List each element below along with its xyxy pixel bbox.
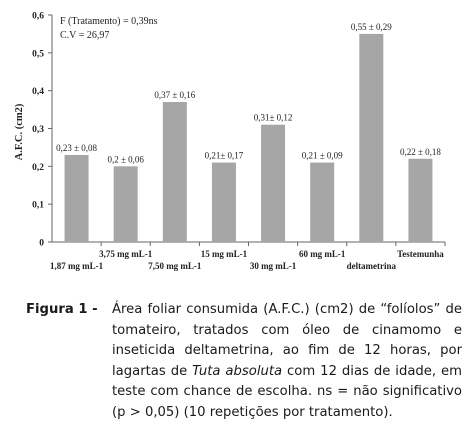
x-tick-label: Testemunha [397, 249, 444, 259]
y-tick-label: 0,2 [32, 162, 44, 173]
caption-text-part-2: com 12 dias de idade, em teste com chance de escolha. ns = não significativo (p > 0,05) (10 repetições por tratamento). [112, 363, 462, 420]
figure-caption [26, 300, 462, 424]
caption-species-name: Tuta absoluta [192, 363, 283, 379]
data-label: 0,21± 0,17 [204, 150, 244, 161]
x-tick-label: 7,50 mg mL-1 [148, 261, 202, 271]
data-label: 0,23 ± 0,08 [56, 142, 98, 153]
x-tick-labels [50, 242, 445, 271]
bars [65, 34, 433, 242]
y-tick-label: 0,3 [32, 125, 44, 135]
data-label: 0,21 ± 0,09 [301, 150, 343, 161]
y-axis-label: A.F.C. (cm2) [14, 103, 25, 161]
x-tick-label: 3,75 mg mL-1 [99, 249, 153, 259]
bar [310, 163, 334, 242]
x-tick-label: deltametrina [346, 261, 397, 271]
x-tick-label: 60 mg mL-1 [298, 249, 346, 259]
caption-text-part-1: Área foliar consumida (A.F.C.) (cm2) de “folíolos” de tomateiro, tratados com óleo de cinamomo e inseticida deltametrina, ao fim de 12 horas, por lagartas de [112, 302, 462, 379]
data-label: 0,31± 0,12 [253, 112, 293, 123]
cv-annotation: C.V = 26,97 [60, 30, 110, 41]
caption-label: Figura 1 - [26, 302, 98, 317]
x-tick-label: 30 mg mL-1 [249, 261, 297, 271]
anova-f-annotation: F (Tratamento) = 0,39ns [60, 16, 158, 27]
x-tick-label: 1,87 mg mL-1 [49, 261, 104, 271]
bar [359, 34, 383, 242]
data-label: 0,55 ± 0,29 [350, 21, 392, 32]
bar [212, 163, 236, 242]
bar [163, 102, 187, 242]
y-tick-label: 0 [39, 238, 44, 249]
y-tick-label: 0,5 [32, 49, 44, 60]
bar [114, 166, 138, 242]
y-tick-label: 0,4 [32, 87, 44, 98]
bar [65, 155, 89, 242]
y-tick-label: 0,1 [32, 200, 44, 211]
data-label: 0,2 ± 0,06 [107, 154, 144, 165]
bar [261, 125, 285, 242]
bar [408, 159, 432, 242]
data-label: 0,22 ± 0,18 [399, 146, 441, 157]
x-tick-label: 15 mg mL-1 [200, 249, 248, 259]
data-labels [56, 22, 441, 164]
y-tick-label: 0,6 [32, 11, 44, 22]
data-label: 0,37 ± 0,16 [154, 90, 196, 101]
caption-text [112, 300, 462, 424]
